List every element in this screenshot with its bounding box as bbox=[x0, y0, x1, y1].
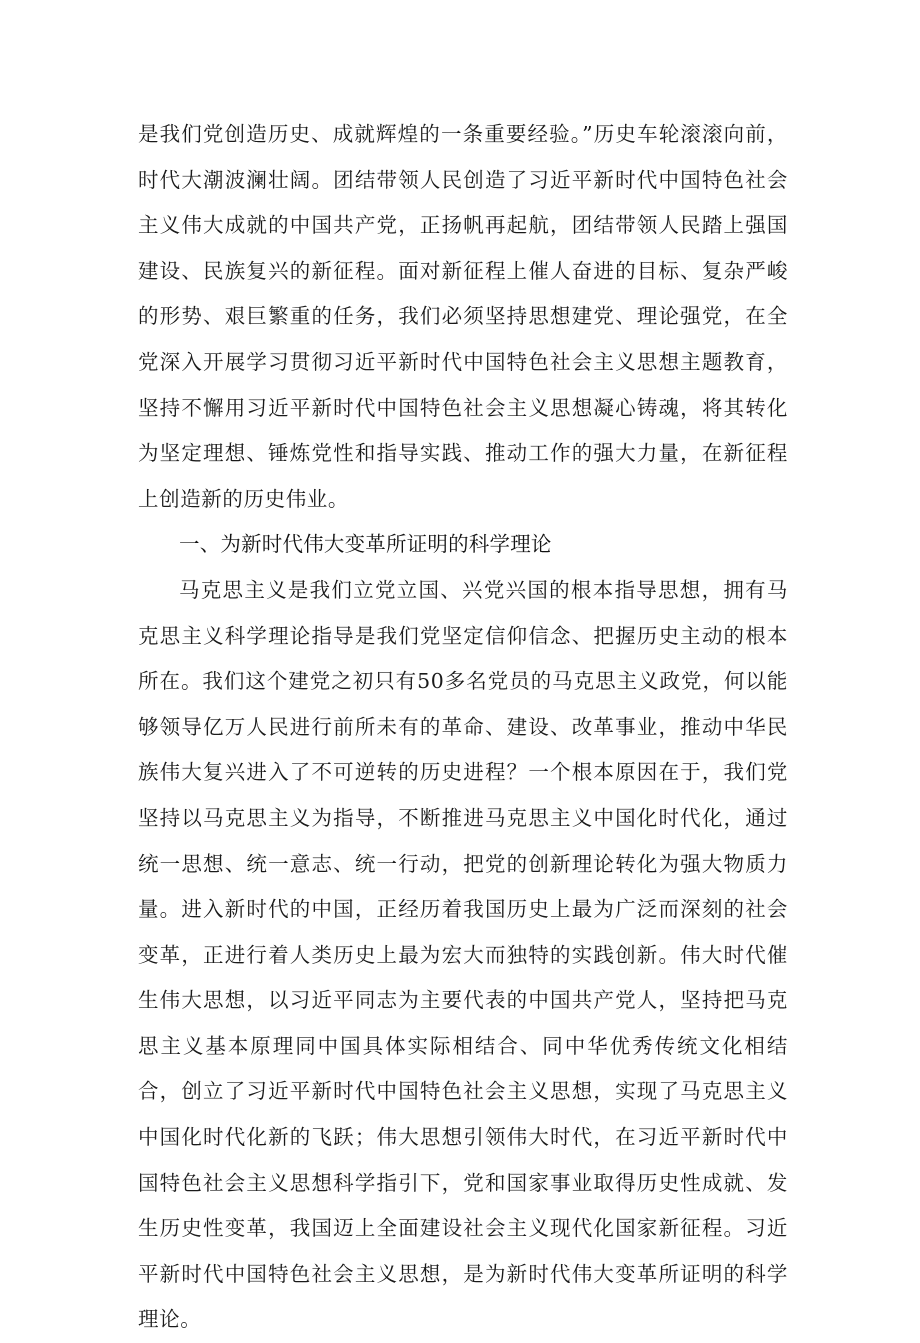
continuation-paragraph: 是我们党创造历史、成就辉煌的一条重要经验。”历史车轮滚滚向前，时代大潮波澜壮阔。团结带领人民创造了习近平新时代中国特色社会主义伟大成就的中国共产党，正扬帆再起航，团结带领人民踏上强国建设、民族复兴的新征程。面对新征程上催人奋进的目标、复杂严峻的形势、艰巨繁重的任务，我们必须坚持思想建党、理论强党，在全党深入开展学习贯彻习近平新时代中国特色社会主义思想主题教育，坚持不懈用习近平新时代中国特色社会主义思想凝心铸魂，将其转化为坚定理想、锤炼党性和指导实践、推动工作的强大力量，在新征程上创造新的历史伟业。 bbox=[138, 122, 788, 511]
document-body bbox=[138, 112, 788, 1343]
section-paragraph: 马克思主义是我们立党立国、兴党兴国的根本指导思想，拥有马克思主义科学理论指导是我们党坚定信仰信念、把握历史主动的根本所在。我们这个建党之初只有50多名党员的马克思主义政党，何以能够领导亿万人民进行前所未有的革命、建设、改革事业，推动中华民族伟大复兴进入了不可逆转的历史进程？一个根本原因在于，我们党坚持以马克思主义为指导，不断推进马克思主义中国化时代化，通过统一思想、统一意志、统一行动，把党的创新理论转化为强大物质力量。进入新时代的中国，正经历着我国历史上最为广泛而深刻的社会变革，正进行着人类历史上最为宏大而独特的实践创新。伟大时代催生伟大思想，以习近平同志为主要代表的中国共产党人，坚持把马克思主义基本原理同中国具体实际相结合、同中华优秀传统文化相结合，创立了习近平新时代中国特色社会主义思想，实现了马克思主义中国化时代化新的飞跃；伟大思想引领伟大时代，在习近平新时代中国特色社会主义思想科学指引下，党和国家事业取得历史性成就、发生历史性变革，我国迈上全面建设社会主义现代化国家新征程。习近平新时代中国特色社会主义思想，是为新时代伟大变革所证明的科学理论。 bbox=[138, 577, 788, 1332]
section-heading: 一、为新时代伟大变革所证明的科学理论 bbox=[179, 532, 552, 557]
